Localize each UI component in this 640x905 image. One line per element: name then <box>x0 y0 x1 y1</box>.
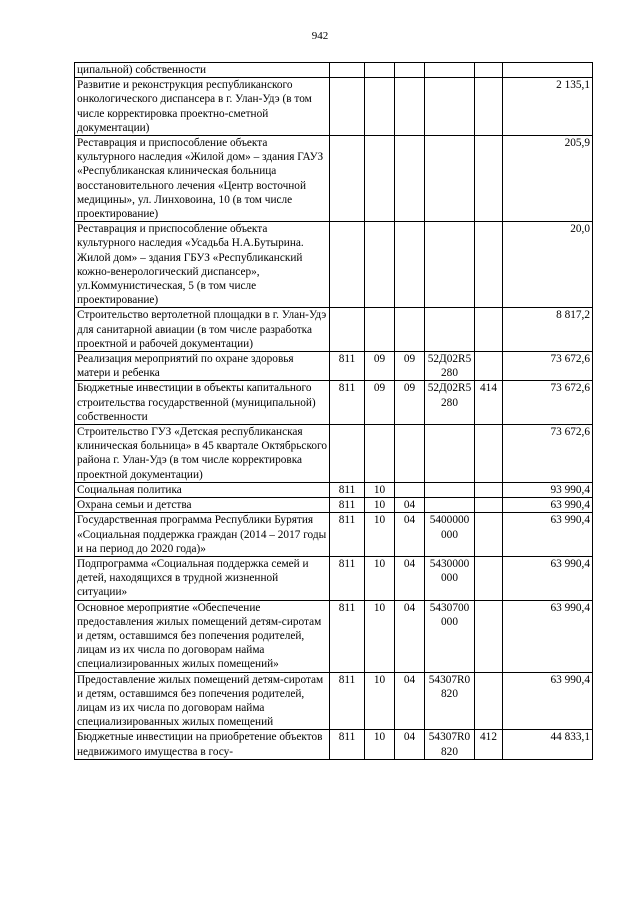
table-row <box>75 381 593 425</box>
item-name-cell: Строительство ГУЗ «Детская республиканская клиническая больница» в 45 квартале Октябрьского района г. Улан-Удэ (в том числе корректировка проектной документации) <box>75 425 330 483</box>
section-code-cell <box>365 136 395 222</box>
amount-cell: 63 990,4 <box>503 672 593 730</box>
table-row <box>75 672 593 730</box>
target-article-cell: 54307R0 820 <box>425 672 475 730</box>
section-code-cell: 09 <box>365 381 395 425</box>
subsection-code-cell: 04 <box>395 600 425 672</box>
item-name-cell: Основное мероприятие «Обеспечение предоставления жилых помещений детям-сиротам и детям, оставшимся без попечения родителей, лицам из их числа по договорам найма специализированных жилых помещений» <box>75 600 330 672</box>
amount-cell: 93 990,4 <box>503 482 593 497</box>
expense-type-cell <box>475 556 503 600</box>
target-article-cell <box>425 78 475 136</box>
section-code-cell: 10 <box>365 730 395 759</box>
amount-cell: 205,9 <box>503 136 593 222</box>
budget-table-body <box>75 63 593 760</box>
amount-cell: 20,0 <box>503 222 593 308</box>
expense-type-cell <box>475 352 503 381</box>
section-code-cell: 10 <box>365 482 395 497</box>
expense-type-cell: 414 <box>475 381 503 425</box>
expense-type-cell <box>475 136 503 222</box>
item-name-cell: Развитие и реконструкция республиканского онкологического диспансера в г. Улан-Удэ (в том числе корректировка проектно-сметной документации) <box>75 78 330 136</box>
section-code-cell: 10 <box>365 513 395 557</box>
item-name-cell: ципальной) собственности <box>75 63 330 78</box>
expense-type-cell <box>475 222 503 308</box>
department-code-cell <box>330 425 365 483</box>
amount-cell: 73 672,6 <box>503 425 593 483</box>
section-code-cell: 10 <box>365 556 395 600</box>
subsection-code-cell <box>395 308 425 352</box>
expense-type-cell <box>475 672 503 730</box>
target-article-cell: 5430000 000 <box>425 556 475 600</box>
department-code-cell: 811 <box>330 498 365 513</box>
subsection-code-cell <box>395 482 425 497</box>
target-article-cell <box>425 308 475 352</box>
target-article-cell <box>425 222 475 308</box>
subsection-code-cell <box>395 222 425 308</box>
item-name-cell: Бюджетные инвестиции на приобретение объектов недвижимого имущества в госу- <box>75 730 330 759</box>
expense-type-cell <box>475 308 503 352</box>
table-row <box>75 730 593 759</box>
page-number: 942 <box>311 30 329 42</box>
subsection-code-cell: 09 <box>395 381 425 425</box>
department-code-cell: 811 <box>330 556 365 600</box>
subsection-code-cell: 09 <box>395 352 425 381</box>
subsection-code-cell: 04 <box>395 513 425 557</box>
section-code-cell: 10 <box>365 498 395 513</box>
item-name-cell: Реставрация и приспособление объекта культурного наследия «Усадьба Н.А.Бутырина. Жилой дом» – здания ГБУЗ «Республиканский кожно-венерологический диспансер», ул.Коммунистическая, 5 (в том числе проектирование) <box>75 222 330 308</box>
target-article-cell <box>425 498 475 513</box>
expense-type-cell <box>475 425 503 483</box>
subsection-code-cell <box>395 78 425 136</box>
target-article-cell: 52Д02R5 280 <box>425 381 475 425</box>
target-article-cell: 52Д02R5 280 <box>425 352 475 381</box>
department-code-cell <box>330 308 365 352</box>
department-code-cell: 811 <box>330 513 365 557</box>
department-code-cell <box>330 78 365 136</box>
department-code-cell <box>330 136 365 222</box>
target-article-cell <box>425 136 475 222</box>
section-code-cell: 10 <box>365 600 395 672</box>
amount-cell: 44 833,1 <box>503 730 593 759</box>
target-article-cell: 54307R0 820 <box>425 730 475 759</box>
item-name-cell: Социальная политика <box>75 482 330 497</box>
section-code-cell <box>365 78 395 136</box>
expense-type-cell <box>475 600 503 672</box>
expense-type-cell <box>475 63 503 78</box>
subsection-code-cell: 04 <box>395 498 425 513</box>
department-code-cell: 811 <box>330 600 365 672</box>
table-row <box>75 222 593 308</box>
item-name-cell: Реставрация и приспособление объекта культурного наследия «Жилой дом» – здания ГАУЗ «Республиканская клиническая больница восстановительного лечения «Центр восточной медицины», ул. Линховоина, 10 (в том числе проектирование) <box>75 136 330 222</box>
item-name-cell: Подпрограмма «Социальная поддержка семей и детей, находящихся в трудной жизненной ситуации» <box>75 556 330 600</box>
amount-cell: 63 990,4 <box>503 600 593 672</box>
section-code-cell <box>365 425 395 483</box>
subsection-code-cell: 04 <box>395 672 425 730</box>
expense-type-cell <box>475 482 503 497</box>
table-row <box>75 498 593 513</box>
expense-type-cell <box>475 513 503 557</box>
amount-cell: 73 672,6 <box>503 352 593 381</box>
subsection-code-cell: 04 <box>395 730 425 759</box>
table-row <box>75 600 593 672</box>
expense-type-cell <box>475 78 503 136</box>
department-code-cell: 811 <box>330 730 365 759</box>
amount-cell: 8 817,2 <box>503 308 593 352</box>
amount-cell: 63 990,4 <box>503 556 593 600</box>
target-article-cell <box>425 482 475 497</box>
item-name-cell: Предоставление жилых помещений детям-сиротам и детям, оставшимся без попечения родителей, лицам из их числа по договорам найма специализированных жилых помещений <box>75 672 330 730</box>
amount-cell: 2 135,1 <box>503 78 593 136</box>
table-row <box>75 425 593 483</box>
expense-type-cell: 412 <box>475 730 503 759</box>
item-name-cell: Охрана семьи и детства <box>75 498 330 513</box>
item-name-cell: Строительство вертолетной площадки в г. Улан-Удэ для санитарной авиации (в том числе разработка проектной и рабочей документации) <box>75 308 330 352</box>
item-name-cell: Реализация мероприятий по охране здоровья матери и ребенка <box>75 352 330 381</box>
department-code-cell: 811 <box>330 381 365 425</box>
amount-cell: 63 990,4 <box>503 513 593 557</box>
target-article-cell <box>425 63 475 78</box>
subsection-code-cell <box>395 425 425 483</box>
section-code-cell <box>365 308 395 352</box>
item-name-cell: Государственная программа Республики Бурятия «Социальная поддержка граждан (2014 – 2017 годы и на период до 2020 года)» <box>75 513 330 557</box>
amount-cell <box>503 63 593 78</box>
section-code-cell: 10 <box>365 672 395 730</box>
section-code-cell <box>365 63 395 78</box>
amount-cell: 63 990,4 <box>503 498 593 513</box>
table-row <box>75 352 593 381</box>
target-article-cell: 5400000 000 <box>425 513 475 557</box>
subsection-code-cell <box>395 63 425 78</box>
subsection-code-cell <box>395 136 425 222</box>
amount-cell: 73 672,6 <box>503 381 593 425</box>
table-row <box>75 78 593 136</box>
table-row <box>75 63 593 78</box>
department-code-cell <box>330 63 365 78</box>
target-article-cell <box>425 425 475 483</box>
department-code-cell: 811 <box>330 352 365 381</box>
table-row <box>75 556 593 600</box>
table-row <box>75 513 593 557</box>
budget-table <box>74 62 593 760</box>
section-code-cell: 09 <box>365 352 395 381</box>
section-code-cell <box>365 222 395 308</box>
subsection-code-cell: 04 <box>395 556 425 600</box>
department-code-cell: 811 <box>330 482 365 497</box>
department-code-cell: 811 <box>330 672 365 730</box>
table-row <box>75 136 593 222</box>
expense-type-cell <box>475 498 503 513</box>
table-row <box>75 482 593 497</box>
table-row <box>75 308 593 352</box>
target-article-cell: 5430700 000 <box>425 600 475 672</box>
item-name-cell: Бюджетные инвестиции в объекты капитального строительства государственной (муниципальной) собственности <box>75 381 330 425</box>
department-code-cell <box>330 222 365 308</box>
